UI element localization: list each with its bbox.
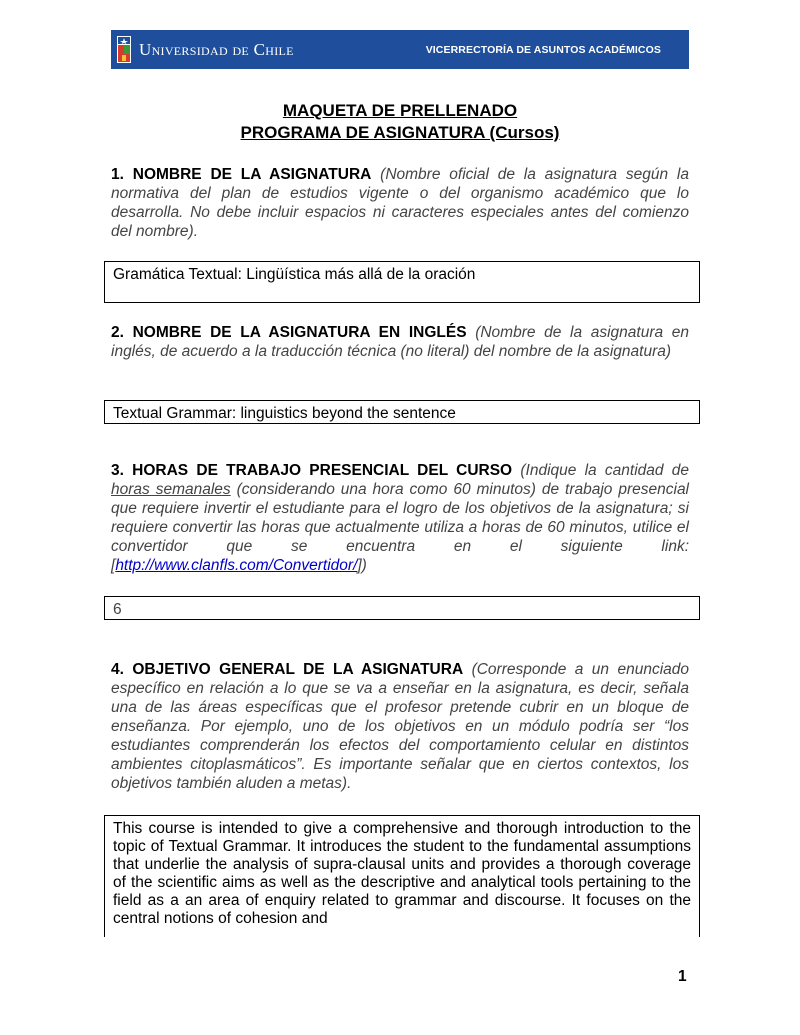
section-4-description: (Corresponde a un enunciado específico en relación a lo que se va a enseñar en la asignatura, es decir, señala una de las áreas específicas que el profesor pretende cubrir en un bloque de enseñanza. Por ejemplo, uno de los objetivos en un módulo podría ser “los estudiantes comprenderán los efectos del comportamiento celular en distintos ambientes citoplasmáticos”. Es importante señalar que en ciertos contextos, los objetivos también aluden a metas).	[111, 661, 689, 792]
university-name: Universidad de Chile	[139, 39, 294, 59]
section-1-answer-box	[104, 261, 700, 303]
section-3-title: 3. HORAS DE TRABAJO PRESENCIAL DEL CURSO	[111, 462, 513, 479]
weekly-hours-underline: horas semanales	[111, 481, 231, 498]
doc-title-line1: MAQUETA DE PRELLENADO	[282, 101, 518, 120]
page-number: 1	[678, 968, 687, 985]
section-1	[111, 165, 689, 241]
header-banner	[111, 30, 689, 69]
section-3-answer: 6	[113, 601, 122, 618]
section-3	[111, 461, 689, 575]
section-3-answer-box	[104, 596, 700, 620]
doc-title-line2: PROGRAMA DE ASIGNATURA (Cursos)	[240, 123, 560, 142]
section-4-title: 4. OBJETIVO GENERAL DE LA ASIGNATURA	[111, 661, 464, 678]
section-1-title: 1. NOMBRE DE LA ASIGNATURA	[111, 166, 372, 183]
section-2-title: 2. NOMBRE DE LA ASIGNATURA EN INGLÉS	[111, 324, 467, 341]
section-2-description: (Nombre de la asignatura en inglés, de acuerdo a la traducción técnica (no literal) del nombre de la asignatura)	[111, 324, 689, 360]
section-4-answer: This course is intended to give a comprehensive and thorough introduction to the topic of Textual Grammar. It introduces the student to the fundamental assumptions that underlie the analysis of supra-clausal units and provides a thorough coverage of the scientific aims as well as the descriptive and analytical tools pertaining to the field as a an area of enquiry related to grammar and discourse. It focuses on the central notions of cohesion and	[113, 820, 691, 927]
section-1-answer: Gramática Textual: Lingüística más allá de la oración	[113, 266, 476, 283]
crest-icon	[117, 36, 131, 63]
section-4-answer-box	[104, 815, 700, 937]
university-logo	[117, 36, 294, 63]
unit-name: VICERRECTORÍA DE ASUNTOS ACADÉMICOS	[425, 43, 661, 56]
section-2-answer-box	[104, 400, 700, 424]
section-1-description: (Nombre oficial de la asignatura según la normativa del plan de estudios vigente o del organismo académico que lo desarrolla. No debe incluir espacios ni caracteres especiales antes del comienzo del nombre).	[111, 166, 689, 240]
section-4	[111, 660, 689, 793]
section-2	[111, 323, 689, 361]
converter-link[interactable]: http://www.clanfls.com/Convertidor/	[115, 557, 358, 574]
section-2-answer: Textual Grammar: linguistics beyond the sentence	[113, 405, 456, 422]
section-3-description: (Indique la cantidad de horas semanales (considerando una hora como 60 minutos) de trabajo presencial que requiere invertir el estudiante para el logro de los objetivos de la asignatura; si requiere convertir las horas que actualmente utiliza a horas de 60 minutos, utilice el convertidor que se encuentra en el siguiente link: [http://www.clanfls.com/Convertidor/])	[111, 462, 690, 574]
